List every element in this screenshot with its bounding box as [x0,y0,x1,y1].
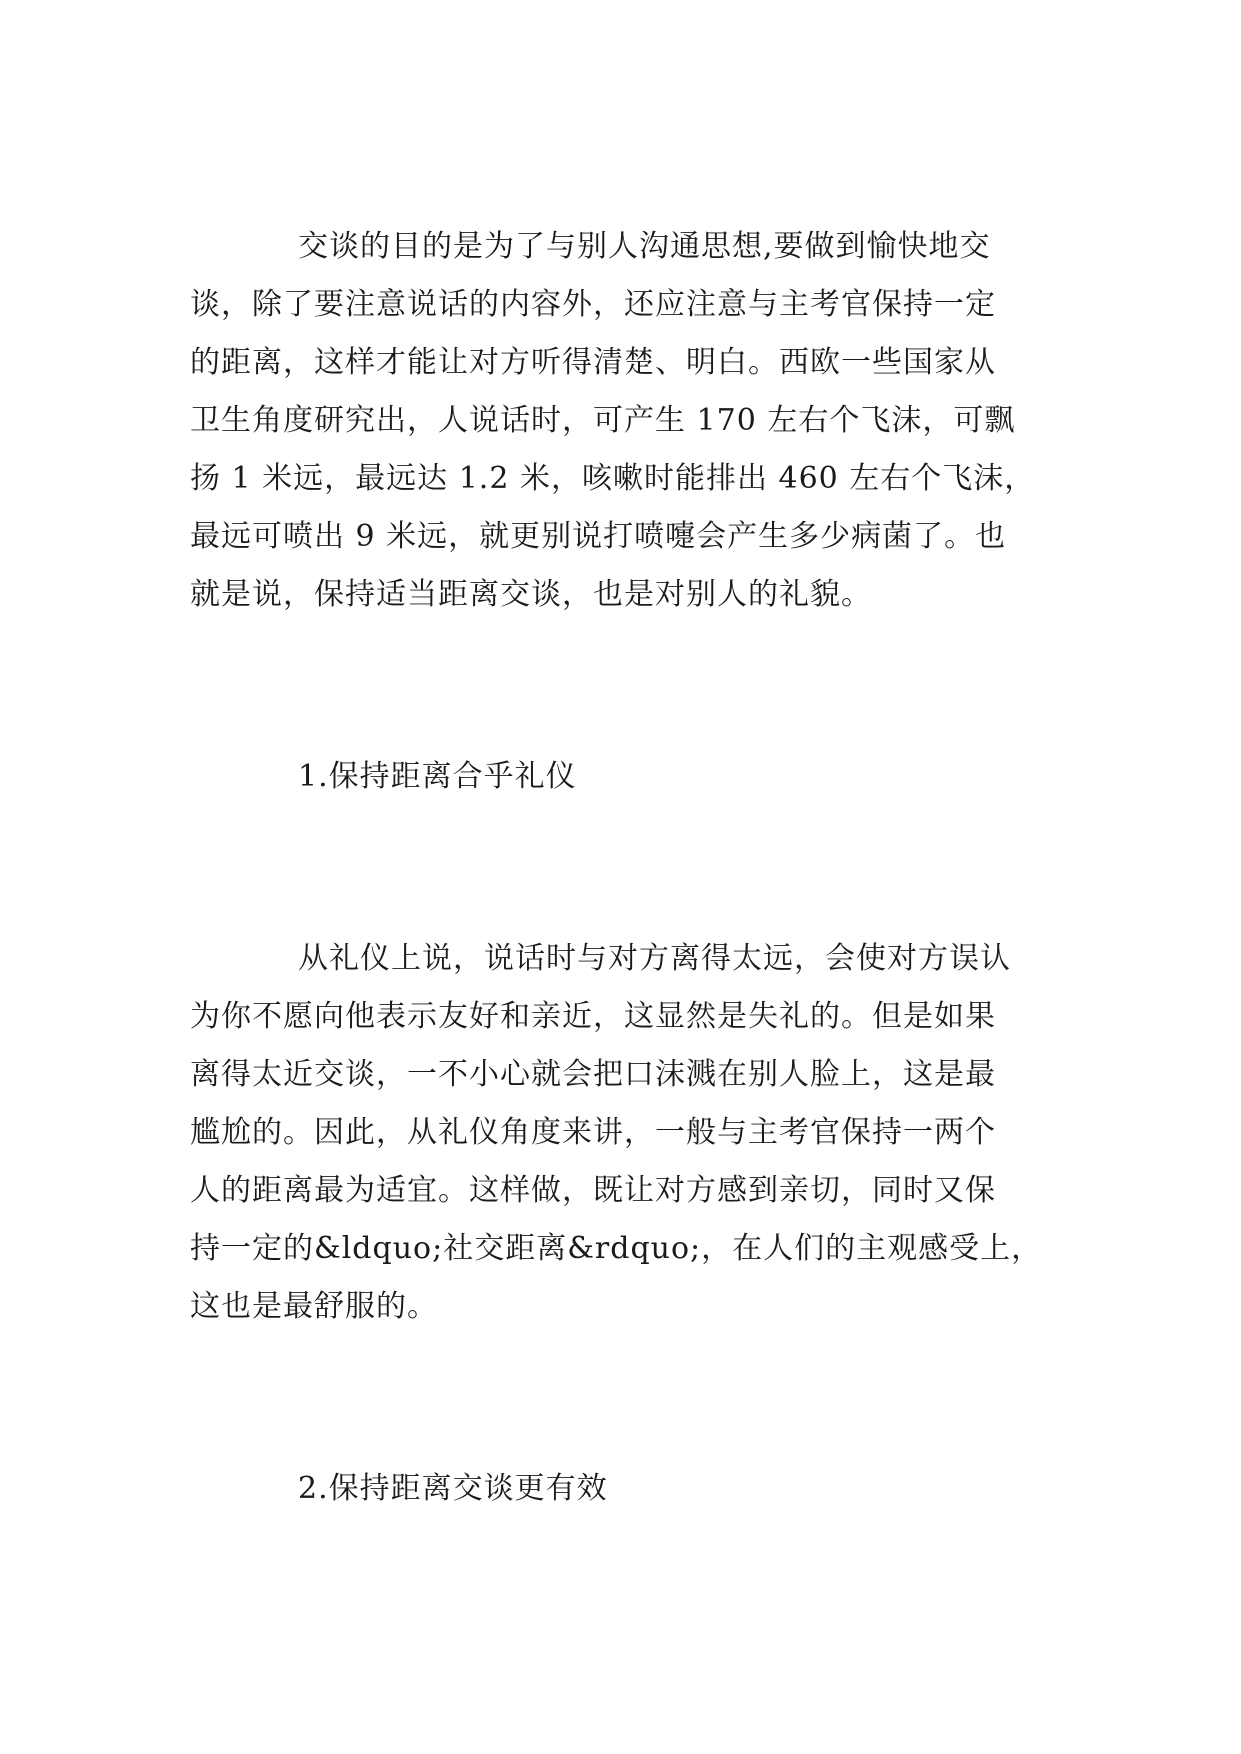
text-line: 从礼仪上说，说话时与对方离得太远，会使对方误认 [298,941,1011,976]
section-heading-1 [190,748,1070,806]
section-heading-2 [190,1460,1070,1518]
text-line: 人的距离最为适宜。这样做，既让对方感到亲切，同时又保 [190,1173,996,1208]
text-line: 交谈的目的是为了与别人沟通思想,要做到愉快地交 [298,229,991,264]
text-line: 的距离，这样才能让对方听得清楚、明白。西欧一些国家从 [190,345,996,380]
text-line: 卫生角度研究出，人说话时，可产生 170 左右个飞沫，可飘 [190,403,1016,438]
text-line: 离得太近交谈，一不小心就会把口沫溅在别人脸上，这是最 [190,1057,996,1092]
heading-text: 2.保持距离交谈更有效 [298,1471,608,1506]
text-line: 最远可喷出 9 米远，就更别说打喷嚏会产生多少病菌了。也 [190,519,1007,554]
text-line: 谈，除了要注意说话的内容外，还应注意与主考官保持一定 [190,287,996,322]
text-line: 就是说，保持适当距离交谈，也是对别人的礼貌。 [190,577,872,612]
text-line: 扬 1 米远，最远达 1.2 米，咳嗽时能排出 460 左右个飞沫， [190,461,1036,496]
text-line: 这也是最舒服的。 [190,1289,438,1324]
text-line: 持一定的&ldquo;社交距离&rdquo;，在人们的主观感受上， [190,1231,1043,1266]
text-line: 尴尬的。因此，从礼仪角度来讲，一般与主考官保持一两个 [190,1115,996,1150]
paragraph-distance-intro [190,218,1070,624]
text-line: 为你不愿向他表示友好和亲近，这显然是失礼的。但是如果 [190,999,996,1034]
paragraph-etiquette [190,930,1070,1336]
heading-text: 1.保持距离合乎礼仪 [298,759,577,794]
